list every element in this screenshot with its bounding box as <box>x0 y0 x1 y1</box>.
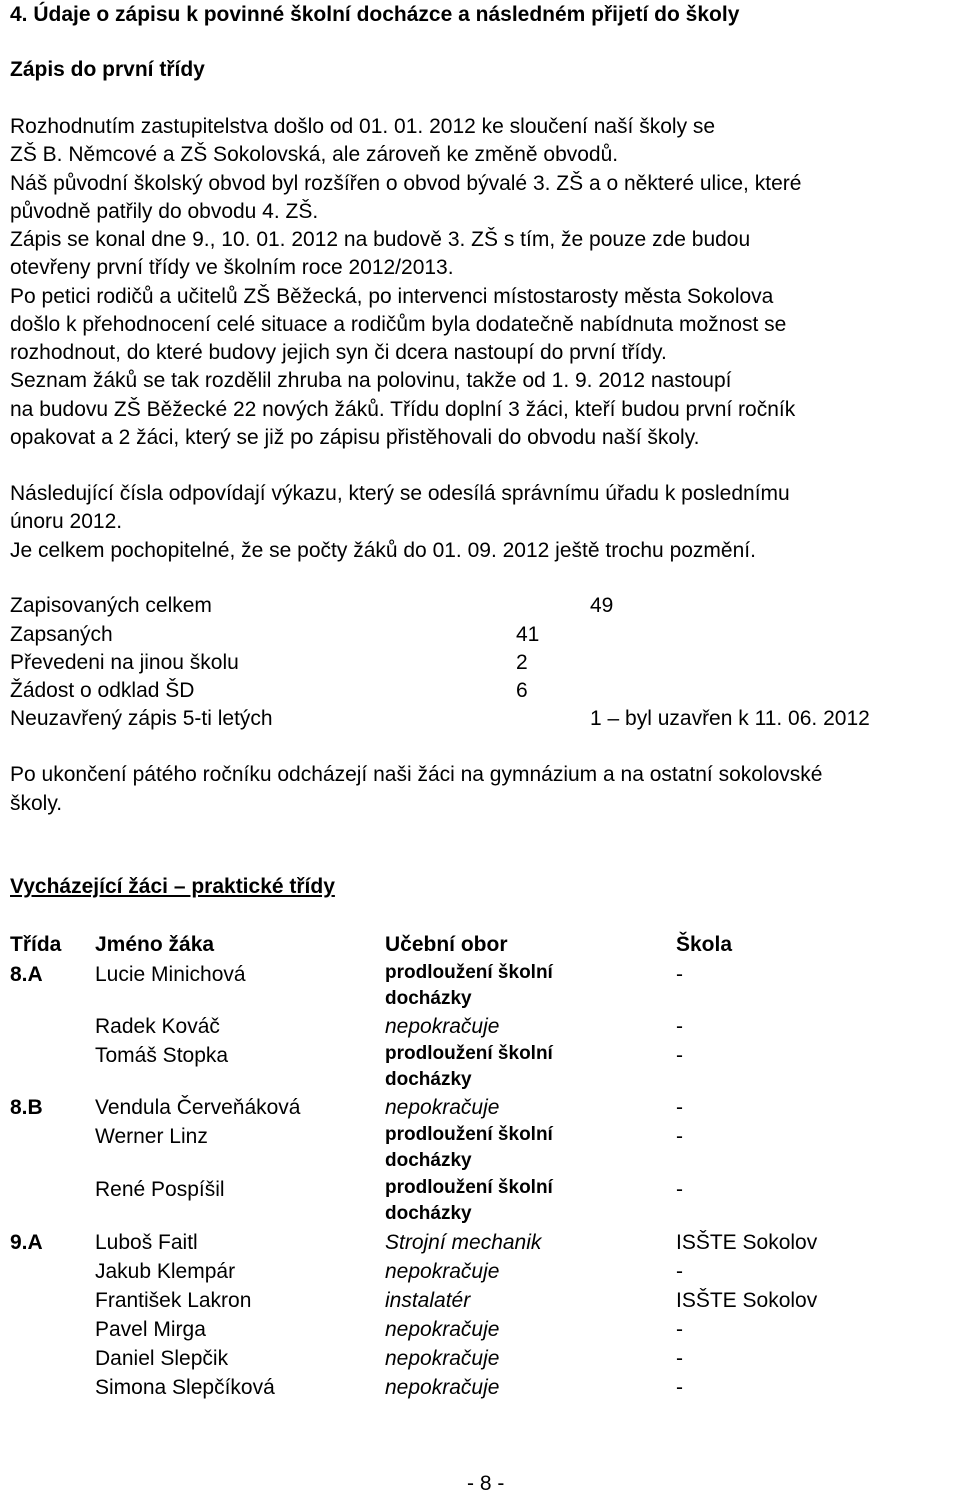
report-line: Následující čísla odpovídají výkazu, který se odesílá správnímu úřadu k poslednímu <box>10 482 790 505</box>
page-number: - 8 - <box>467 1472 505 1495</box>
intro-line: Seznam žáků se tak rozdělil zhruba na polovinu, takže od 1. 9. 2012 nastoupí <box>10 369 732 392</box>
school-cell: - <box>676 1260 683 1283</box>
school-cell: ISŠTE Sokolov <box>676 1289 818 1312</box>
school-cell: - <box>676 1376 683 1399</box>
closing-line: Po ukončení pátého ročníku odcházejí naši žáci na gymnázium a na ostatní sokolovské <box>10 763 823 786</box>
field-cell-continued: docházky <box>385 1150 472 1171</box>
field-cell: nepokračuje <box>385 1096 500 1119</box>
field-cell-continued: docházky <box>385 1069 472 1090</box>
name-cell: František Lakron <box>95 1289 252 1312</box>
page-heading: 4. Údaje o zápisu k povinné školní docházce a následném přijetí do školy <box>10 3 740 26</box>
intro-line: na budovu ZŠ Běžecké 22 nových žáků. Třídu doplní 3 žáci, kteří budou první ročník <box>10 398 796 421</box>
table-header: Jméno žáka <box>95 933 215 956</box>
field-cell: prodloužení školní <box>385 1177 553 1198</box>
stat-label: Zapisovaných celkem <box>10 594 212 617</box>
field-cell-continued: docházky <box>385 1203 472 1224</box>
intro-line: došlo k přehodnocení celé situace a rodičům byla dodatečně nabídnuta možnost se <box>10 313 787 336</box>
stat-value: 49 <box>590 594 614 617</box>
school-cell: - <box>676 1015 683 1038</box>
report-line: únoru 2012. <box>10 510 123 533</box>
name-cell: Radek Kováč <box>95 1015 220 1038</box>
stat-label: Žádost o odklad ŠD <box>10 679 195 702</box>
field-cell: instalatér <box>385 1289 471 1312</box>
school-cell: - <box>676 1096 683 1119</box>
intro-line: Rozhodnutím zastupitelstva došlo od 01. 01. 2012 ke sloučení naší školy se <box>10 115 716 138</box>
intro-line: ZŠ B. Němcové a ZŠ Sokolovská, ale zároveň ke změně obvodů. <box>10 143 619 166</box>
school-cell: - <box>676 1318 683 1341</box>
name-cell: Jakub Klempár <box>95 1260 236 1283</box>
intro-line: rozhodnout, do které budovy jejich syn či dcera nastoupí do první třídy. <box>10 341 667 364</box>
name-cell: Simona Slepčíková <box>95 1376 275 1399</box>
school-cell: - <box>676 1347 683 1370</box>
field-cell: nepokračuje <box>385 1376 500 1399</box>
intro-line: otevřeny první třídy ve školním roce 2012/2013. <box>10 256 454 279</box>
field-cell: nepokračuje <box>385 1015 500 1038</box>
subheading: Zápis do první třídy <box>10 58 205 81</box>
class-cell: 8.B <box>10 1096 43 1119</box>
school-cell: - <box>676 963 683 986</box>
table-header: Učební obor <box>385 933 508 956</box>
stat-value: 2 <box>516 651 528 674</box>
field-cell: prodloužení školní <box>385 962 553 983</box>
name-cell: Pavel Mirga <box>95 1318 206 1341</box>
field-cell-continued: docházky <box>385 988 472 1009</box>
intro-line: Zápis se konal dne 9., 10. 01. 2012 na budově 3. ZŠ s tím, že pouze zde budou <box>10 228 751 251</box>
stat-label: Převedeni na jinou školu <box>10 651 239 674</box>
name-cell: René Pospíšil <box>95 1178 225 1201</box>
table-header: Třída <box>10 933 62 956</box>
table-header: Škola <box>676 933 733 956</box>
name-cell: Luboš Faitl <box>95 1231 198 1254</box>
intro-line: Po petici rodičů a učitelů ZŠ Běžecká, po intervenci místostarosty města Sokolova <box>10 285 774 308</box>
name-cell: Tomáš Stopka <box>95 1044 229 1067</box>
section-title: Vycházející žáci – praktické třídy <box>10 875 335 898</box>
name-cell: Vendula Červeňáková <box>95 1096 301 1119</box>
field-cell: nepokračuje <box>385 1260 500 1283</box>
class-cell: 9.A <box>10 1231 43 1254</box>
report-line: Je celkem pochopitelné, že se počty žáků do 01. 09. 2012 ještě trochu pozmění. <box>10 539 756 562</box>
field-cell: nepokračuje <box>385 1318 500 1341</box>
intro-line: opakovat a 2 žáci, který se již po zápisu přistěhovali do obvodu naší školy. <box>10 426 700 449</box>
name-cell: Lucie Minichová <box>95 963 246 986</box>
school-cell: - <box>676 1125 683 1148</box>
field-cell: Strojní mechanik <box>385 1231 542 1254</box>
field-cell: nepokračuje <box>385 1347 500 1370</box>
stat-label: Zapsaných <box>10 623 113 646</box>
stat-value: 41 <box>516 623 540 646</box>
school-cell: - <box>676 1178 683 1201</box>
school-cell: ISŠTE Sokolov <box>676 1231 818 1254</box>
field-cell: prodloužení školní <box>385 1043 553 1064</box>
name-cell: Daniel Slepčik <box>95 1347 229 1370</box>
name-cell: Werner Linz <box>95 1125 208 1148</box>
intro-line: původně patřily do obvodu 4. ZŠ. <box>10 200 319 223</box>
stat-value: 1 – byl uzavřen k 11. 06. 2012 <box>590 707 870 730</box>
class-cell: 8.A <box>10 963 43 986</box>
stat-label: Neuzavřený zápis 5-ti letých <box>10 707 273 730</box>
field-cell: prodloužení školní <box>385 1124 553 1145</box>
closing-line: školy. <box>10 792 63 815</box>
intro-line: Náš původní školský obvod byl rozšířen o obvod bývalé 3. ZŠ a o některé ulice, které <box>10 172 802 195</box>
school-cell: - <box>676 1044 683 1067</box>
stat-value: 6 <box>516 679 528 702</box>
